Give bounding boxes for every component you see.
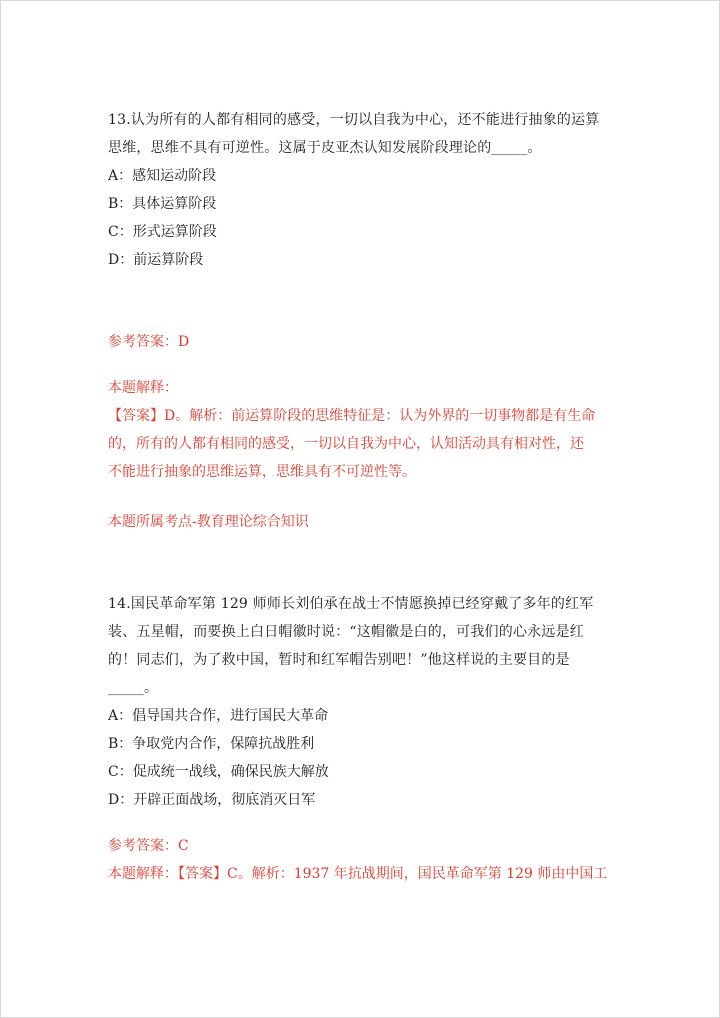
question-13-explain-line-3: 不能进行抽象的思维运算，思维具有不可逆性等。 <box>108 464 416 480</box>
question-13-option-c: C：形式运算阶段 <box>108 224 217 240</box>
question-13-line-1: 13.认为所有的人都有相同的感受，一切以自我为中心，还不能进行抽象的运算 <box>108 112 600 128</box>
question-13-option-b: B：具体运算阶段 <box>108 196 217 212</box>
question-13-options <box>108 162 618 274</box>
question-14-line-3: 的！同志们，为了救中国，暂时和红军帽告别吧！”他这样说的主要目的是 <box>108 652 570 668</box>
question-13-explain-line-1: 【答案】D。解析：前运算阶段的思维特征是：认为外界的一切事物都是有生命 <box>108 408 596 424</box>
question-14-line-2: 装、五星帽，而要换上白日帽徽时说：“这帽徽是白的，可我们的心永远是红 <box>108 624 584 640</box>
question-14-options <box>108 702 618 814</box>
question-13-option-d: D：前运算阶段 <box>108 252 204 268</box>
document-content <box>108 106 618 888</box>
question-14-option-d: D：开辟正面战场，彻底消灭日军 <box>108 792 316 808</box>
question-14-stem <box>108 590 618 702</box>
question-13-explain-title: 本题解释： <box>108 380 178 396</box>
question-14-option-b: B：争取党内合作，保障抗战胜利 <box>108 736 315 752</box>
question-14-line-4: _____。 <box>108 680 159 696</box>
question-14-option-a: A：倡导国共合作，进行国民大革命 <box>108 708 329 724</box>
question-13-explain-line-2: 的，所有的人都有相同的感受，一切以自我为中心，认知活动具有相对性，还 <box>108 436 584 452</box>
question-13-explanation <box>108 402 618 486</box>
question-13-line-2: 思维，思维不具有可逆性。这属于皮亚杰认知发展阶段理论的_____。 <box>108 140 542 156</box>
question-14-answer: 参考答案：C <box>108 838 189 854</box>
question-13-answer: 参考答案：D <box>108 334 190 350</box>
question-13-stem <box>108 106 618 162</box>
question-13-topic: 本题所属考点-教育理论综合知识 <box>108 514 309 530</box>
question-14-explanation: 本题解释：【答案】C。解析：1937 年抗战期间，国民革命军第 129 师由中国工 <box>108 866 608 882</box>
question-13-option-a: A：感知运动阶段 <box>108 168 217 184</box>
question-14-line-1: 14.国民革命军第 129 师师长刘伯承在战士不情愿换掉已经穿戴了多年的红军 <box>108 596 594 612</box>
question-14-option-c: C：促成统一战线，确保民族大解放 <box>108 764 329 780</box>
